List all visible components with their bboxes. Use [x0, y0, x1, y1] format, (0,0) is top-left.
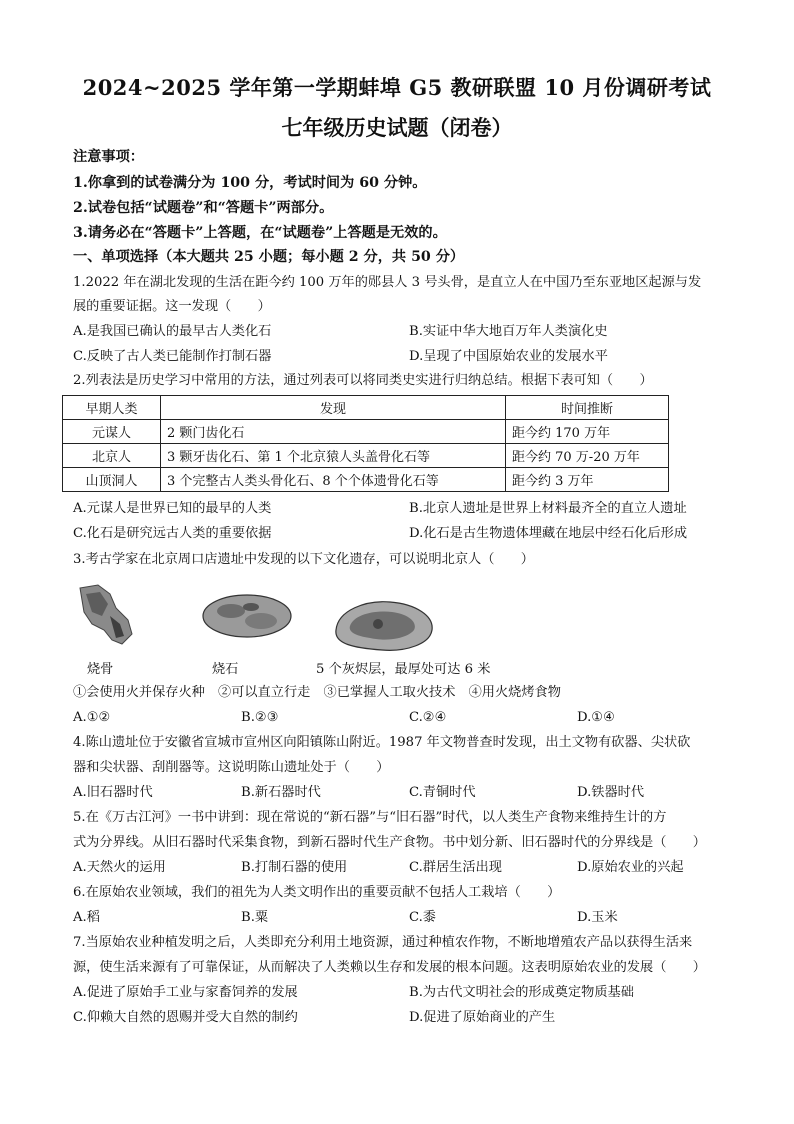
q7-option-a: A.促进了原始手工业与家畜饲养的发展 — [73, 985, 298, 1000]
q1-option-b: B.实证中华大地百万年人类演化史 — [409, 324, 608, 339]
q5-option-d: D.原始农业的兴起 — [577, 860, 684, 875]
q3-option-a: A.①② — [73, 710, 111, 725]
notice-item-1: 1.你拿到的试卷满分为 100 分，考试时间为 60 分钟。 — [73, 175, 427, 191]
q7-stem-line2: 源，使生活来源有了可靠保证，从而解决了人类赖以生存和发展的根本问题。这表明原始农业的发展（ ） — [73, 960, 706, 975]
q2-option-d: D.化石是古生物遗体埋藏在地层中经石化后形成 — [409, 526, 688, 541]
caption-burnt-bone: 烧骨 — [87, 662, 114, 677]
q4-option-c: C.青铜时代 — [409, 785, 476, 800]
caption-ash-layer: 5 个灰烬层，最厚处可达 6 米 — [316, 662, 491, 677]
q6-stem: 6.在原始农业领域，我们的祖先为人类文明作出的重要贡献不包括人工栽培（ ） — [73, 885, 561, 900]
table-row — [63, 444, 669, 468]
table-cell: 元谋人 — [63, 420, 161, 444]
q6-option-a: A.稻 — [73, 910, 100, 925]
table-cell: 北京人 — [63, 444, 161, 468]
q7-option-d: D.促进了原始商业的产生 — [409, 1010, 556, 1025]
q7-option-b: B.为古代文明社会的形成奠定物质基础 — [409, 985, 634, 1000]
q3-statements: ①会使用火并保存火种 ②可以直立行走 ③已掌握人工取火技术 ④用火烧烤食物 — [73, 685, 561, 700]
table-header-row — [63, 396, 669, 420]
q7-stem-line1: 7.当原始农业种植发明之后，人类即充分利用土地资源，通过种植农作物，不断地增殖农产品以获得生活来 — [73, 935, 693, 950]
q4-option-a: A.旧石器时代 — [73, 785, 153, 800]
notice-item-2: 2.试卷包括“试题卷”和“答题卡”两部分。 — [73, 200, 334, 216]
early-humans-table — [62, 395, 669, 492]
q4-option-b: B.新石器时代 — [241, 785, 321, 800]
table-cell: 山顶洞人 — [63, 468, 161, 492]
q6-option-b: B.粟 — [241, 910, 269, 925]
ash-layer-image — [330, 596, 438, 654]
table-cell: 距今约 70 万-20 万年 — [506, 444, 669, 468]
q3-stem: 3.考古学家在北京周口店遗址中发现的以下文化遗存，可以说明北京人（ ） — [73, 552, 534, 567]
table-header: 发现 — [161, 396, 506, 420]
caption-burnt-stone: 烧石 — [212, 662, 239, 677]
q2-option-a: A.元谋人是世界已知的最早的人类 — [73, 501, 272, 516]
q1-option-d: D.呈现了中国原始农业的发展水平 — [409, 349, 608, 364]
q2-stem: 2.列表法是历史学习中常用的方法，通过列表可以将同类史实进行归纳总结。根据下表可知（ ） — [73, 373, 653, 388]
exam-title: 2024~2025 学年第一学期蚌埠 G5 教研联盟 10 月份调研考试 — [82, 75, 712, 100]
q5-option-c: C.群居生活出现 — [409, 860, 502, 875]
q6-option-d: D.玉米 — [577, 910, 618, 925]
table-cell: 距今约 170 万年 — [506, 420, 669, 444]
burnt-stone-image — [201, 593, 293, 639]
q1-stem-line2: 展的重要证据。这一发现（ ） — [73, 299, 271, 314]
burnt-bone-image — [72, 582, 138, 648]
q3-option-d: D.①④ — [577, 710, 615, 725]
q2-option-b: B.北京人遗址是世界上材料最齐全的直立人遗址 — [409, 501, 687, 516]
notice-heading: 注意事项： — [73, 149, 144, 165]
table-row — [63, 468, 669, 492]
q1-option-a: A.是我国已确认的最早古人类化石 — [73, 324, 272, 339]
table-row — [63, 420, 669, 444]
q7-option-c: C.仰赖大自然的恩赐并受大自然的制约 — [73, 1010, 298, 1025]
q4-option-d: D.铁器时代 — [577, 785, 645, 800]
q1-stem-line1: 1.2022 年在湖北发现的生活在距今约 100 万年的郧县人 3 号头骨，是直立人在中国乃至东亚地区起源与发 — [73, 275, 702, 290]
exam-subtitle: 七年级历史试题（闭卷） — [281, 115, 513, 140]
q5-option-b: B.打制石器的使用 — [241, 860, 348, 875]
table-cell: 距今约 3 万年 — [506, 468, 669, 492]
q2-option-c: C.化石是研究远古人类的重要依据 — [73, 526, 272, 541]
q5-stem-line1: 5.在《万古江河》一书中讲到：现在常说的“新石器”与“旧石器”时代，以人类生产食物来维持生计的方 — [73, 810, 667, 825]
q6-option-c: C.黍 — [409, 910, 436, 925]
table-cell: 3 个完整古人类头骨化石、8 个个体遗骨化石等 — [161, 468, 506, 492]
table-cell: 2 颗门齿化石 — [161, 420, 506, 444]
q4-stem-line1: 4.陈山遗址位于安徽省宣城市宣州区向阳镇陈山附近。1987 年文物普查时发现，出土文物有砍器、尖状砍 — [73, 735, 691, 750]
table-header: 时间推断 — [506, 396, 669, 420]
notice-item-3: 3.请务必在“答题卡”上答题，在“试题卷”上答题是无效的。 — [73, 225, 447, 241]
q3-option-c: C.②④ — [409, 710, 447, 725]
q4-stem-line2: 器和尖状器、刮削器等。这说明陈山遗址处于（ ） — [73, 760, 390, 775]
table-cell: 3 颗牙齿化石、第 1 个北京猿人头盖骨化石等 — [161, 444, 506, 468]
section-heading: 一、单项选择（本大题共 25 小题；每小题 2 分，共 50 分） — [73, 249, 465, 265]
table-header: 早期人类 — [63, 396, 161, 420]
q1-option-c: C.反映了古人类已能制作打制石器 — [73, 349, 272, 364]
q5-option-a: A.天然火的运用 — [73, 860, 166, 875]
q3-option-b: B.②③ — [241, 710, 279, 725]
q5-stem-line2: 式为分界线。从旧石器时代采集食物，到新石器时代生产食物。书中划分新、旧石器时代的分界线是（ ） — [73, 835, 706, 850]
